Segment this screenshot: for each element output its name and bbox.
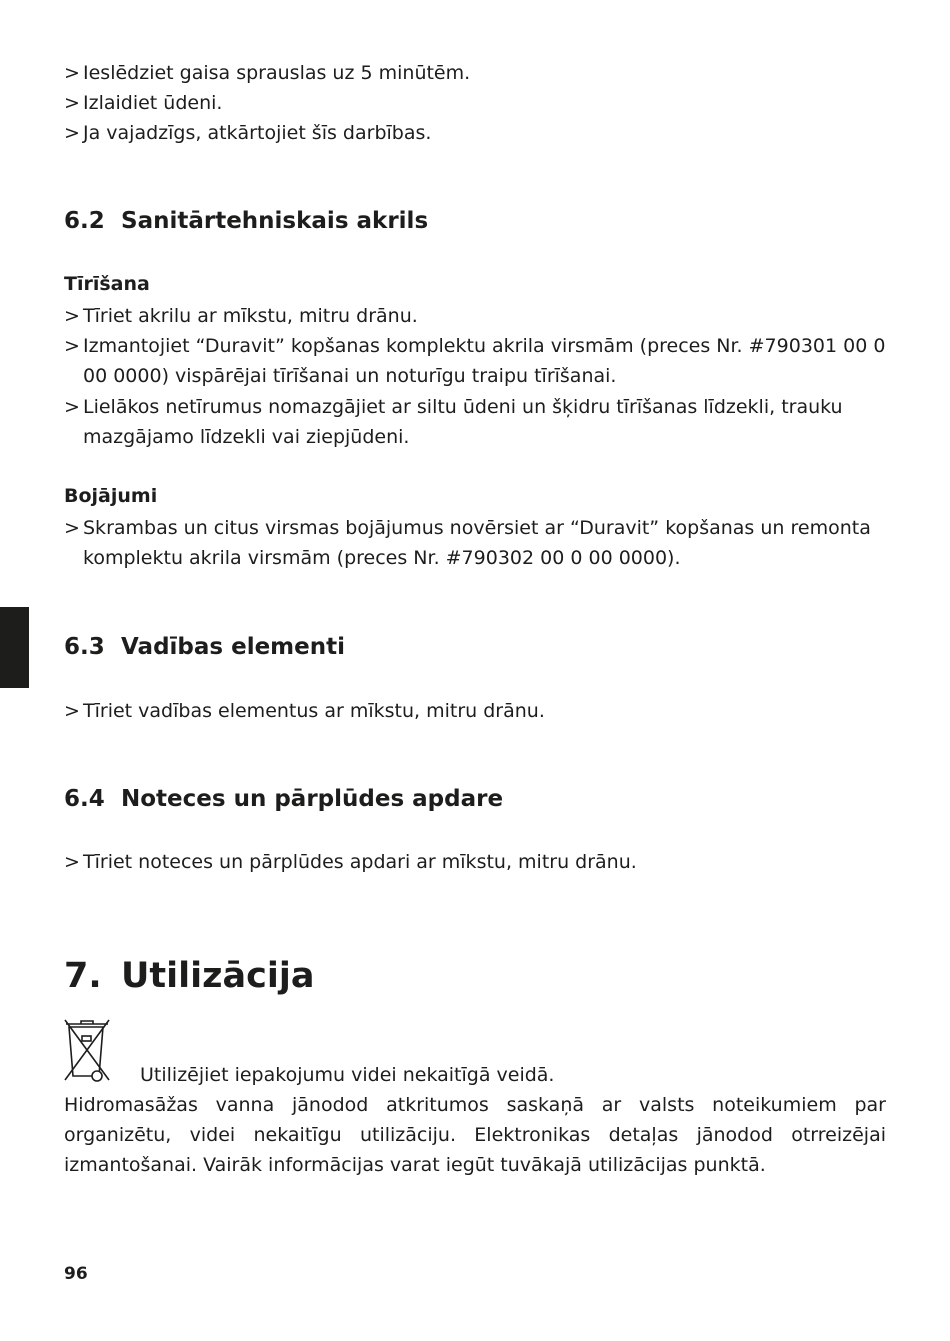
section-title: Noteces un pārplūdes apdare — [121, 786, 504, 812]
chapter-side-tab — [0, 607, 29, 688]
cleaning-bullet: > Izmantojiet “Duravit” kopšanas komplektu akrila virsmām (preces Nr. #790301 00 0 00 0000) vispārējai tīrīšanai un noturīgu traipu tīrīšanai. — [64, 331, 886, 391]
section-number: 6.3 — [64, 634, 105, 660]
intro-bullet: > Izlaidiet ūdeni. — [64, 88, 886, 118]
damage-heading: Bojājumi — [64, 485, 158, 507]
intro-bullet: > Ja vajadzīgs, atkārtojiet šīs darbības. — [64, 118, 886, 148]
intro-bullet: > Ieslēdziet gaisa sprauslas uz 5 minūtēm. — [64, 58, 886, 88]
cleaning-bullet: > Lielākos netīrumus nomazgājiet ar siltu ūdeni un šķidru tīrīšanas līdzekli, trauku mazgājamo līdzekli vai ziepjūdeni. — [64, 392, 886, 452]
cleaning-heading: Tīrīšana — [64, 273, 150, 295]
section-number: 6.2 — [64, 208, 105, 234]
section-6-4-heading — [64, 786, 503, 812]
section-number: 7. — [64, 956, 102, 996]
disposal-paragraph: Hidromasāžas vanna jānodod atkritumos saskaņā ar valsts noteikumiem par organizētu, videi nekaitīgu utilizāciju. Elektronikas detaļas jānodod otrreizējai izmantošanai. Vairāk informācijas varat iegūt tuvākajā utilizācijas punktā. — [64, 1094, 886, 1176]
page-number: 96 — [64, 1264, 88, 1284]
section-6-3-heading — [64, 634, 345, 660]
section-title: Sanitārtehniskais akrils — [121, 208, 429, 234]
section-title: Utilizācija — [121, 956, 315, 996]
section-number: 6.4 — [64, 786, 105, 812]
cleaning-bullet: > Tīriet akrilu ar mīkstu, mitru drānu. — [64, 301, 886, 331]
section-title: Vadības elementi — [121, 634, 345, 660]
controls-bullet: > Tīriet vadības elementus ar mīkstu, mitru drānu. — [64, 696, 886, 726]
damage-bullet: > Skrambas un citus virsmas bojājumus novērsiet ar “Duravit” kopšanas un remonta komplektu akrila virsmām (preces Nr. #790302 00 0 00 0000). — [64, 513, 886, 573]
drain-bullet: > Tīriet noteces un pārplūdes apdari ar mīkstu, mitru drānu. — [64, 847, 886, 877]
section-6-2-heading — [64, 208, 428, 234]
disposal-icon-text: Utilizējiet iepakojumu videi nekaitīgā veidā. — [140, 1064, 555, 1086]
section-7-heading — [64, 956, 315, 996]
crossed-out-wheelie-bin-icon — [64, 1018, 110, 1082]
